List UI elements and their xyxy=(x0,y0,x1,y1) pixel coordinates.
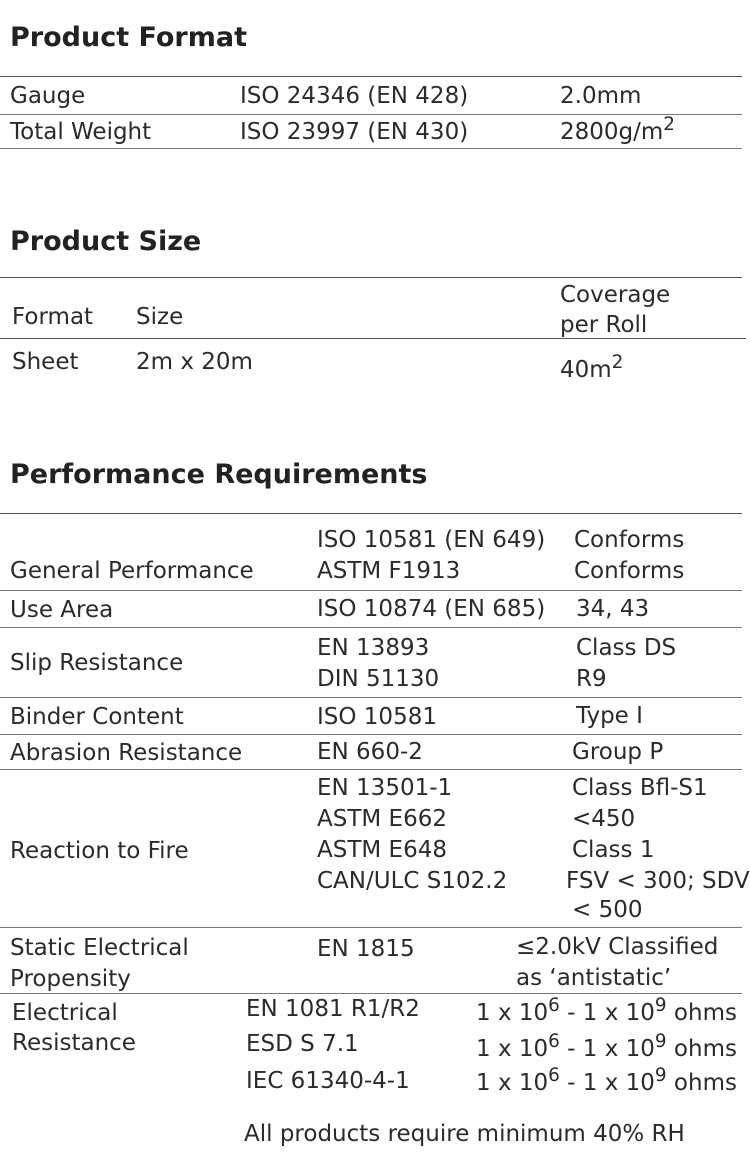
property-label: General Performance xyxy=(10,558,254,584)
format-cell: Sheet xyxy=(12,349,79,375)
divider xyxy=(0,697,742,698)
standard: IEC 61340-4-1 xyxy=(246,1068,410,1094)
value: < 500 xyxy=(572,897,643,923)
value: <450 xyxy=(572,806,636,832)
divider xyxy=(0,148,742,149)
property-label-line2: Resistance xyxy=(12,1030,136,1056)
value-part: ohms xyxy=(666,1070,737,1096)
value-part: 1 x 10 xyxy=(476,1036,549,1062)
value-exponent: 9 xyxy=(654,995,667,1017)
value-exponent: 9 xyxy=(654,1031,667,1053)
value xyxy=(560,114,675,145)
standard: ISO 10581 (EN 649) xyxy=(317,527,546,553)
value-part: - 1 x 10 xyxy=(559,1070,655,1096)
value: Class DS xyxy=(576,635,677,661)
value-exponent: 9 xyxy=(654,1065,667,1087)
footnote: All products require minimum 40% RH xyxy=(244,1121,685,1147)
standard: DIN 51130 xyxy=(317,666,440,692)
property-label: Reaction to Fire xyxy=(10,838,189,864)
standard: EN 660-2 xyxy=(317,739,423,765)
value-exponent: 6 xyxy=(548,1031,560,1053)
value-line2: as ‘antistatic’ xyxy=(516,965,672,991)
value: FSV < 300; SDV xyxy=(566,868,750,894)
coverage-base: 40m xyxy=(560,357,612,383)
value: ≤2.0kV Classified xyxy=(516,934,719,960)
standard: EN 13501-1 xyxy=(317,775,453,801)
coverage-cell xyxy=(560,352,624,383)
value: R9 xyxy=(576,666,607,692)
value: 34, 43 xyxy=(576,596,650,622)
divider xyxy=(0,277,742,278)
value: Conforms xyxy=(574,527,685,553)
property-label: Abrasion Resistance xyxy=(10,740,243,766)
value-exponent: 6 xyxy=(548,995,560,1017)
divider xyxy=(0,769,742,770)
standard: ISO 10874 (EN 685) xyxy=(317,596,546,622)
standard: ISO 10581 xyxy=(317,704,437,730)
divider xyxy=(0,338,746,339)
value: 2.0mm xyxy=(560,83,642,109)
size-cell: 2m x 20m xyxy=(136,349,253,375)
divider xyxy=(0,114,742,115)
column-header-format: Format xyxy=(12,304,94,330)
value xyxy=(476,1065,737,1096)
standard: ASTM E662 xyxy=(317,806,447,832)
divider xyxy=(0,627,742,628)
column-header-coverage-line2: per Roll xyxy=(560,312,648,338)
property-label: Binder Content xyxy=(10,704,184,730)
standard: ESD S 7.1 xyxy=(246,1031,359,1057)
value-part: - 1 x 10 xyxy=(559,1036,655,1062)
value-part: 1 x 10 xyxy=(476,1070,549,1096)
value-part: 1 x 10 xyxy=(476,1000,549,1026)
divider xyxy=(0,513,742,514)
standard: EN 1081 R1/R2 xyxy=(246,996,420,1022)
value: Class Bfl-S1 xyxy=(572,775,708,801)
column-header-coverage: Coverage xyxy=(560,282,671,308)
coverage-superscript: 2 xyxy=(611,352,624,374)
divider xyxy=(0,76,742,77)
property-label: Slip Resistance xyxy=(10,650,184,676)
value: Type I xyxy=(576,703,643,729)
performance-heading: Performance Requirements xyxy=(10,459,428,490)
property-label: Static Electrical xyxy=(10,935,189,961)
product-format-heading: Product Format xyxy=(10,22,247,53)
column-header-size: Size xyxy=(136,304,184,330)
value: Class 1 xyxy=(572,837,655,863)
divider xyxy=(0,927,742,928)
value xyxy=(476,1031,737,1062)
value: Group P xyxy=(572,739,664,765)
property-label: Use Area xyxy=(10,597,114,623)
value: Conforms xyxy=(574,558,685,584)
standard: CAN/ULC S102.2 xyxy=(317,868,508,894)
value xyxy=(476,995,737,1026)
value-part: ohms xyxy=(666,1036,737,1062)
value-superscript: 2 xyxy=(663,114,675,136)
standard: ASTM F1913 xyxy=(317,558,461,584)
standard: ASTM E648 xyxy=(317,837,447,863)
standard: ISO 23997 (EN 430) xyxy=(240,119,469,145)
value-base: 2800g/m xyxy=(560,119,664,145)
property-label-line2: Propensity xyxy=(10,966,131,992)
value-exponent: 6 xyxy=(548,1065,560,1087)
product-size-heading: Product Size xyxy=(10,226,202,257)
property-label: Electrical xyxy=(12,1000,118,1026)
divider xyxy=(0,590,742,591)
standard: EN 1815 xyxy=(317,936,415,962)
value-part: ohms xyxy=(666,1000,737,1026)
divider xyxy=(0,993,742,994)
standard: EN 13893 xyxy=(317,635,430,661)
standard: ISO 24346 (EN 428) xyxy=(240,83,469,109)
value-part: - 1 x 10 xyxy=(559,1000,655,1026)
divider xyxy=(0,734,742,735)
property-label: Total Weight xyxy=(10,119,152,145)
property-label: Gauge xyxy=(10,83,86,109)
